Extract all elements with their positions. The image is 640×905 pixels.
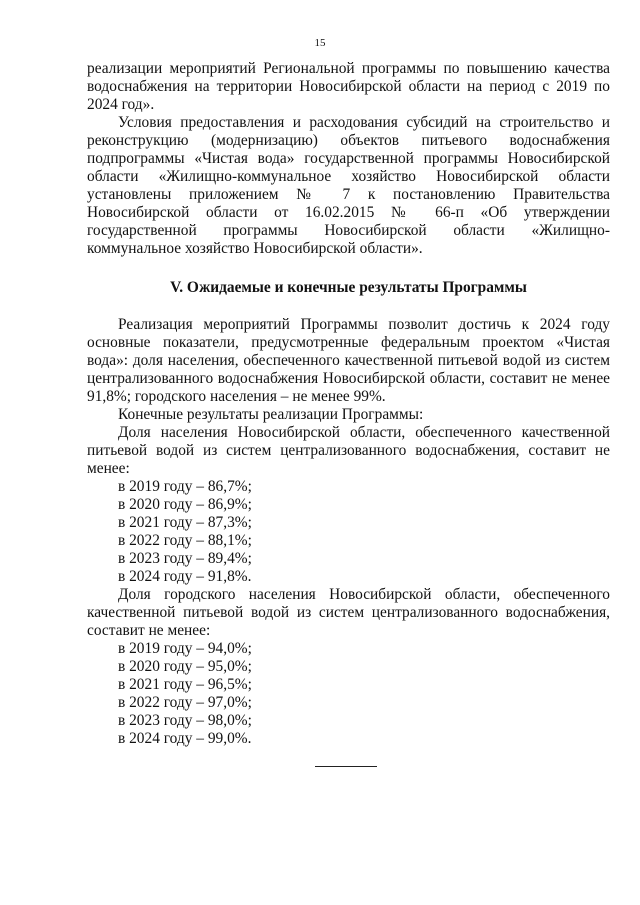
document-body (87, 60, 610, 748)
list-item: в 2023 году – 89,4%; (118, 550, 252, 567)
list-item: в 2024 году – 99,0%. (118, 730, 252, 747)
section-heading: V. Ожидаемые и конечные результаты Программы (170, 279, 527, 296)
subsidy-conditions-paragraph: Условия предоставления и расходования субсидий на строительство и реконструкцию (модернизацию) объектов питьевого водоснабжения подпрограммы «Чистая вода» государственной программы Новосибирской области «Жилищно-коммунальное хозяйство Новосибирской области установлены приложением № 7 к постановлению Правительства Новосибирской области от 16.02.2015 № 66-п «Об утверждении государственной программы Новосибирской области «Жилищно-коммунальное хозяйство Новосибирской области». (87, 114, 610, 257)
urban-share-paragraph: Доля городского населения Новосибирской области, обеспеченного качественной питьевой водой из систем централизованного водоснабжения, составит не менее: (87, 586, 610, 639)
urban-share-list (87, 640, 610, 748)
list-item: в 2019 году – 86,7%; (118, 478, 252, 495)
list-item: в 2022 году – 97,0%; (118, 694, 252, 711)
list-item: в 2019 году – 94,0%; (118, 640, 252, 657)
continuation-paragraph: реализации мероприятий Региональной программы по повышению качества водоснабжения на территории Новосибирской области на период с 2019 по 2024 год». (87, 60, 610, 113)
list-item: в 2020 году – 86,9%; (118, 496, 252, 513)
list-item: в 2020 году – 95,0%; (118, 658, 252, 675)
list-item: в 2023 году – 98,0%; (118, 712, 252, 729)
list-item: в 2022 году – 88,1%; (118, 532, 252, 549)
page-number: 15 (314, 37, 326, 49)
list-item: в 2021 году – 87,3%; (118, 514, 252, 531)
final-results-label: Конечные результаты реализации Программы: (118, 406, 424, 423)
intro-paragraph: Реализация мероприятий Программы позволит достичь к 2024 году основные показатели, предусмотренные федеральным проектом «Чистая вода»: доля населения, обеспеченного качественной питьевой водой из систем централизованного водоснабжения Новосибирской области, составит не менее 91,8%; городского населения – не менее 99%. (87, 316, 610, 405)
list-item: в 2024 году – 91,8%. (118, 568, 252, 585)
list-item: в 2021 году – 96,5%; (118, 676, 252, 693)
population-share-list (87, 478, 610, 586)
end-separator-line (315, 766, 377, 767)
population-share-paragraph: Доля населения Новосибирской области, обеспеченного качественной питьевой водой из систем централизованного водоснабжения, составит не менее: (87, 424, 610, 477)
